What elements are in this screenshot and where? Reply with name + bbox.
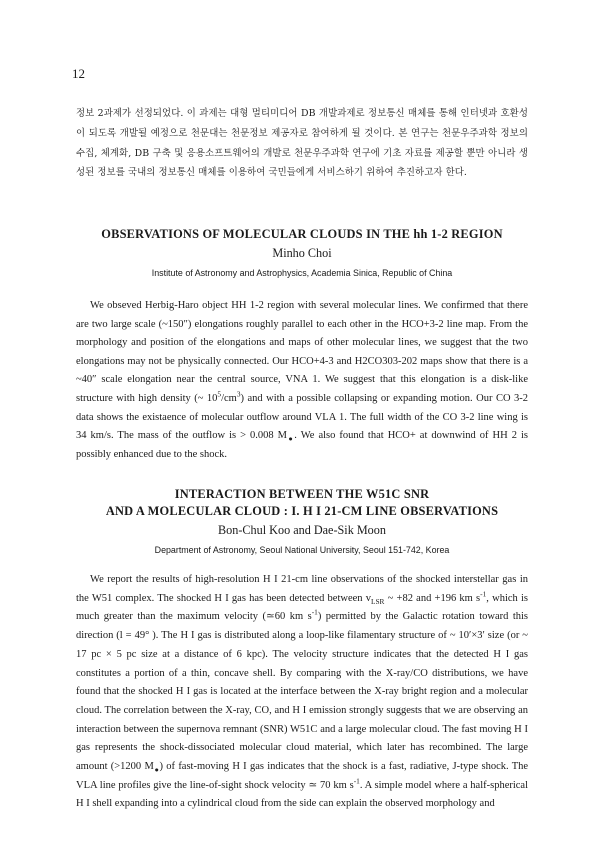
korean-paragraph-block <box>76 104 528 183</box>
density-unit: /cm <box>221 392 237 404</box>
article2-affiliation: Department of Astronomy, Seoul National University, Seoul 151-742, Korea <box>154 545 450 555</box>
article2-text-2: ~ +82 and +196 km s <box>384 592 481 604</box>
article2-text-3: , which is much greater than the maximum velocity (≃60 km s <box>76 592 528 623</box>
article1-author: Minho Choi <box>272 246 332 260</box>
article2-title-line2: AND A MOLECULAR CLOUD : I. H I 21-CM LINE OBSERVATIONS <box>105 504 499 518</box>
article1-title: OBSERVATIONS OF MOLECULAR CLOUDS IN THE hh 1-2 REGION <box>101 227 503 241</box>
article1-text-1: We obseved Herbig-Haro object HH 1-2 region with several molecular lines. We confirmed that there are two large scale (~150″) elongations roughly parallel to each other in the HCO+3-2 line map. From the morphology and position of the elongations and maps of other molecular lines, we suggest that the two elongations may not be physically connected. Our HCO+4-3 and H2CO303-202 maps show that there is a ~40″ scale elongation near the central source, VNA 1. We suggest that this elongation is a disk-like structure with high density (~ 10 <box>76 300 528 404</box>
article-w51c-snr <box>76 486 528 814</box>
kms-exponent-1: -1 <box>480 589 487 599</box>
article1-affiliation: Institute of Astronomy and Astrophysics, Academia Sinica, Republic of China <box>151 268 453 278</box>
article2-text-1: We report the results of high-resolution H I 21-cm line observations of the shocked interstellar gas in the W51 complex. The shocked H I gas has been detected between v <box>76 574 528 604</box>
kms-exponent-2: -1 <box>311 607 318 617</box>
article2-text-6: . A simple model where a half-spherical H I shell expanding into a cylindrical cloud from the side can explain the observed morphology and <box>76 779 529 810</box>
density-exponent: 5 <box>217 389 222 399</box>
article2-text-4: ) permitted by the Galactic rotation toward this direction (l = 49° ). The H I gas is distributed along a loop-like filamentary structure of ~ 10′×3′ size (or ~ 17 pc × 5 pc size at a distance of 6 kpc). The velocity structure indicates that the detected H I gas constitutes a portion of a thin, concave shell. By comparing with the X-ray/CO distributions, we have found that the shocked H I gas is located at the interface between the X-ray bright region and a molecular cloud. The correlation between the X-ray, CO, and H I emission strongly suggests that we are observing an interaction between the supernova remnant (SNR) W51C and a large molecular cloud. The fast moving H I gas represents the shock-dissociated molecular cloud material, which later has recombined. The large amount (>1200 M <box>76 611 528 773</box>
solar-mass-symbol: ● <box>287 434 295 444</box>
vlsr-subscript: LSR <box>370 596 385 606</box>
kms-exponent-3: -1 <box>353 776 360 786</box>
article1-text-3: . We also found that HCO+ at downwind of HH 2 is possibly enhanced due to the shock. <box>76 430 528 460</box>
article2-abstract <box>76 571 528 814</box>
article1-abstract <box>76 297 528 464</box>
article2-authors: Bon-Chul Koo and Dae-Sik Moon <box>218 523 386 537</box>
article2-title-line1: INTERACTION BETWEEN THE W51C SNR <box>174 487 430 501</box>
korean-paragraph: 정보 2과제가 선정되었다. 이 과제는 대형 멀티미디어 DB 개발과제로 정보통신 매체를 통해 인터넷과 호환성이 되도록 개발될 예정으로 천문대는 천문정보 제공자로 참여하게 될 것이다. 본 연구는 천문우주과학 정보의 수집, 체계화, DB 구축 및 응용소프트웨어의 개발로 천문우주과학 연구에 기초 자료를 제공할 뿐만 아니라 생성된 정보를 국내의 정보통신 매체를 이용하여 국민들에게 서비스하기 위하여 추진하고자 한다. <box>76 108 528 179</box>
article-molecular-clouds-hh12 <box>76 226 528 464</box>
density-unit-exponent: 3 <box>236 389 241 399</box>
article1-text-2: ) and with a possible collapsing or expanding motion. Our CO 3-2 data shows the existaence of molecular outflow around VLA 1. The full width of the CO 3-2 line wing is 34 km/s. The mass of the outflow is > 0.008 M <box>76 392 528 442</box>
page-number: 12 <box>72 66 85 81</box>
article2-text-5: ) of fast-moving H I gas indicates that the shock is a fast, radiative, J-type shock. The VLA line profiles give the line-of-sight shock velocity ≃ 70 km s <box>76 761 529 791</box>
solar-mass-symbol-2: ● <box>153 765 160 775</box>
